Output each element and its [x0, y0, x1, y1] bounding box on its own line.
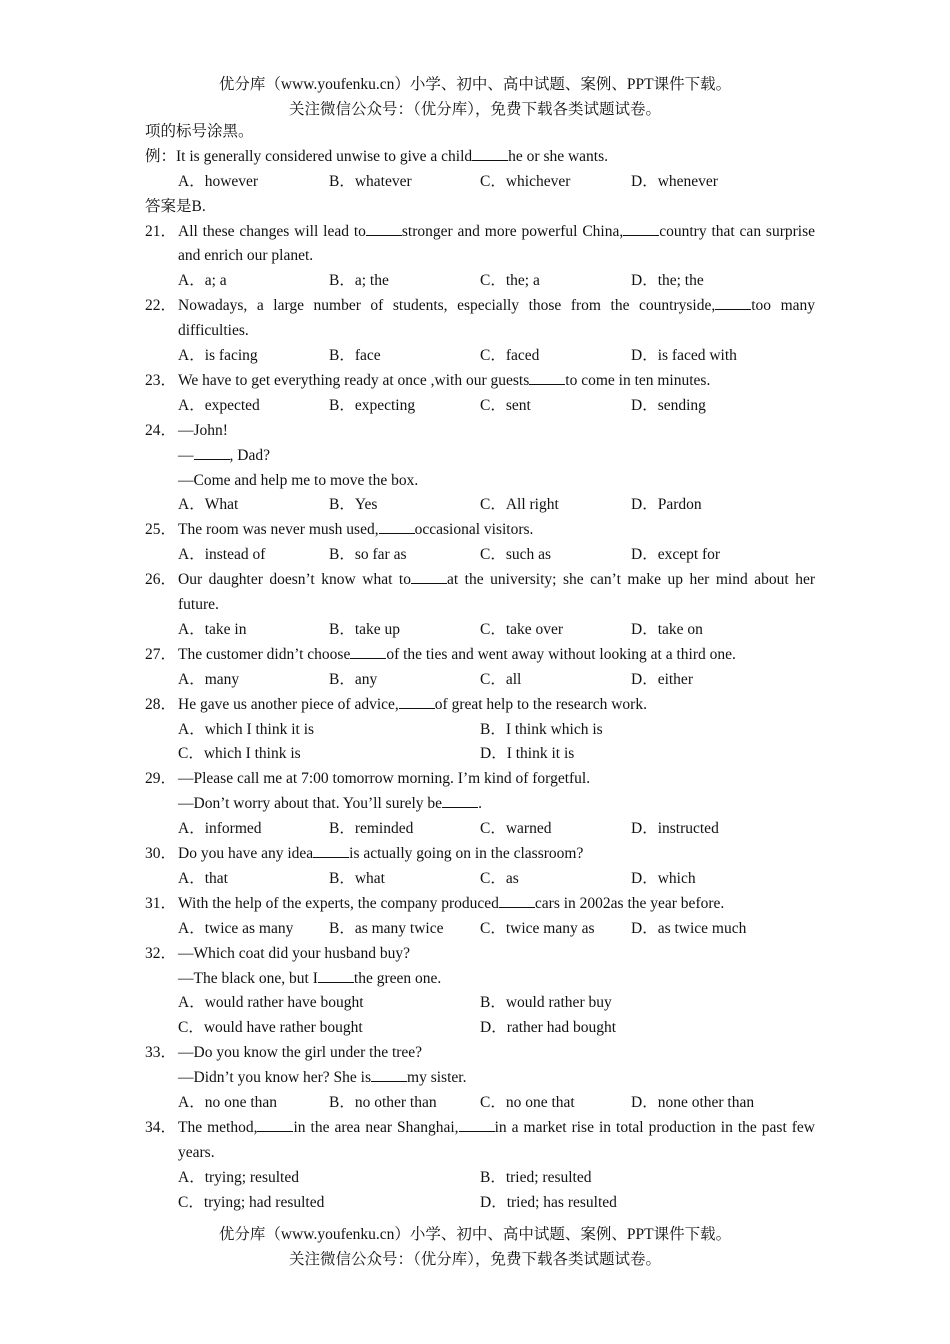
option: C．faced — [480, 347, 540, 365]
answer-blank — [715, 296, 751, 310]
question-stem — [145, 693, 815, 718]
question-item — [145, 518, 815, 568]
answer-blank — [459, 1118, 495, 1132]
question-number: 29． — [145, 770, 177, 788]
option: A．that — [178, 869, 228, 887]
question-text: All these changes will lead to stronger and more powerful China, country that can surprise and enrich our planet. — [178, 222, 816, 265]
question-item — [145, 643, 815, 693]
option: A．What — [178, 496, 239, 514]
answer-blank — [379, 520, 415, 534]
answer-blank — [313, 844, 349, 858]
option-row — [145, 394, 815, 419]
answer-blank — [411, 570, 447, 584]
question-number: 25． — [145, 521, 177, 539]
example-answer: 答案是B. — [145, 197, 206, 215]
question-stem — [145, 294, 815, 344]
question-number: 27． — [145, 645, 177, 663]
question-number: 24． — [145, 421, 177, 439]
option: B．as many twice — [329, 919, 444, 937]
question-text: The room was never mush used, occasional visitors. — [178, 521, 534, 539]
option: B．expecting — [329, 396, 416, 414]
option: D．instructed — [631, 820, 719, 838]
option-row — [145, 991, 815, 1016]
option: D．which — [631, 869, 696, 887]
option: C．which I think is — [178, 745, 301, 763]
intro-line: 项的标号涂黑。 — [145, 123, 254, 140]
option: B．so far as — [329, 546, 407, 564]
option: B．reminded — [329, 820, 414, 838]
option: B．Yes — [329, 496, 378, 514]
option: A．no one than — [178, 1093, 278, 1111]
question-item — [145, 842, 815, 892]
page-footer — [0, 1222, 950, 1272]
question-text: With the help of the experts, the company produced cars in 2002as the year before. — [178, 894, 725, 912]
question-text: —John! — [178, 421, 228, 439]
option: A．would rather have bought — [178, 994, 364, 1012]
option-row — [145, 867, 815, 892]
question-item — [145, 693, 815, 768]
question-item — [145, 568, 815, 643]
option: D．Pardon — [631, 496, 702, 514]
option: C．all — [480, 670, 522, 688]
question-stem — [145, 419, 815, 444]
option: D．the; the — [631, 272, 704, 290]
question-stem — [145, 369, 815, 394]
option-row — [145, 1191, 815, 1216]
option: D．rather had bought — [480, 1019, 617, 1037]
question-text: The customer didn’t choose of the ties and went away without looking at a third one. — [178, 645, 736, 663]
option: A．however — [178, 172, 259, 190]
option: A．twice as many — [178, 919, 294, 937]
question-number: 31． — [145, 894, 177, 912]
question-item — [145, 369, 815, 419]
option: C．trying; had resulted — [178, 1193, 325, 1211]
question-number: 22． — [145, 297, 177, 315]
option: A．instead of — [178, 546, 266, 564]
question-item — [145, 1116, 815, 1216]
option-row — [145, 344, 815, 369]
answer-blank — [623, 222, 659, 236]
dialogue-line: —Come and help me to move the box. — [178, 471, 419, 489]
option: B．take up — [329, 620, 401, 638]
header-line-2: 关注微信公众号：（优分库），免费下载各类试题试卷。 — [288, 101, 661, 118]
answer-blank — [529, 371, 565, 385]
question-list — [145, 220, 815, 1216]
option-row — [145, 742, 815, 767]
question-number: 33． — [145, 1044, 177, 1062]
option-row — [145, 493, 815, 518]
question-stem — [145, 643, 815, 668]
option: C．warned — [480, 820, 552, 838]
option: D．I think it is — [480, 745, 575, 763]
question-text: Do you have any idea is actually going on in the classroom? — [178, 845, 584, 863]
option: C．such as — [480, 546, 552, 564]
footer-line-2: 关注微信公众号：（优分库），免费下载各类试题试卷。 — [288, 1251, 661, 1268]
option-row — [145, 917, 815, 942]
option: B．would rather buy — [480, 994, 612, 1012]
page-header — [0, 72, 950, 122]
option: B．I think which is — [480, 720, 603, 738]
question-stem — [145, 518, 815, 543]
question-text: —Which coat did your husband buy? — [178, 944, 411, 962]
question-number: 21． — [145, 222, 177, 240]
option: B．face — [329, 347, 381, 365]
option: A．a; a — [178, 272, 227, 290]
option: A．many — [178, 670, 240, 688]
question-text: —Please call me at 7:00 tomorrow morning. I’m kind of forgetful. — [178, 770, 591, 788]
option: D．whenever — [631, 172, 718, 190]
option: B．what — [329, 869, 385, 887]
question-item — [145, 892, 815, 942]
question-text: —Do you know the girl under the tree? — [178, 1044, 423, 1062]
question-item — [145, 419, 815, 519]
question-stem — [145, 568, 815, 618]
question-number: 26． — [145, 571, 177, 589]
answer-blank — [194, 446, 230, 460]
question-item — [145, 294, 815, 369]
option: B．a; the — [329, 272, 389, 290]
question-number: 28． — [145, 695, 177, 713]
option: C．would have rather bought — [178, 1019, 363, 1037]
question-text: Nowadays, a large number of students, especially those from the countryside, too many difficulties. — [178, 297, 816, 340]
answer-blank — [257, 1118, 293, 1132]
question-stem — [145, 842, 815, 867]
question-number: 30． — [145, 845, 177, 863]
question-number: 32． — [145, 944, 177, 962]
option: C．take over — [480, 620, 564, 638]
question-item — [145, 767, 815, 842]
question-item — [145, 942, 815, 1042]
question-stem — [145, 767, 815, 792]
option-row — [145, 718, 815, 743]
footer-line-1: 优分库（www.youfenku.cn）小学、初中、高中试题、案例、PPT课件下载。 — [218, 1226, 732, 1243]
question-item — [145, 1041, 815, 1116]
dialogue-line: —Didn’t you know her? She is my sister. — [178, 1069, 467, 1087]
dialogue-line: —Don’t worry about that. You’ll surely be . — [178, 795, 482, 813]
dialogue-line: —The black one, but I the green one. — [178, 969, 442, 987]
question-text: We have to get everything ready at once ,with our guests to come in ten minutes. — [178, 371, 711, 389]
question-stem — [145, 942, 815, 967]
question-text: Our daughter doesn’t know what to at the university; she can’t make up her mind about her future. — [178, 571, 815, 614]
option-row — [145, 1166, 815, 1191]
option: D．except for — [631, 546, 721, 564]
header-line-1: 优分库（www.youfenku.cn）小学、初中、高中试题、案例、PPT课件下载。 — [218, 76, 732, 93]
answer-blank — [318, 969, 354, 983]
question-stem — [145, 1116, 815, 1166]
option: D．none other than — [631, 1093, 755, 1111]
option-row — [145, 618, 815, 643]
answer-blank — [499, 894, 535, 908]
answer-blank — [350, 645, 386, 659]
answer-blank — [371, 1068, 407, 1082]
question-text: He gave us another piece of advice, of great help to the research work. — [178, 695, 647, 713]
answer-blank — [442, 794, 478, 808]
option: C．whichever — [480, 172, 571, 190]
question-text: The method, in the area near Shanghai, in a market rise in total production in the past few years. — [178, 1118, 815, 1161]
dialogue-line: — , Dad? — [178, 446, 270, 464]
exam-body — [145, 120, 815, 1215]
option: A．which I think it is — [178, 720, 315, 738]
option: C．as — [480, 869, 519, 887]
option: C．the; a — [480, 272, 540, 290]
option: B．tried; resulted — [480, 1168, 592, 1186]
answer-blank — [399, 695, 435, 709]
option: D．take on — [631, 620, 703, 638]
example-stem: 例：It is generally considered unwise to give a child he or she wants. — [145, 147, 609, 165]
example-options — [145, 170, 815, 195]
question-stem — [145, 892, 815, 917]
option-row — [145, 269, 815, 294]
option: A．expected — [178, 396, 260, 414]
option-row — [145, 1091, 815, 1116]
option: A．is facing — [178, 347, 258, 365]
option: D．either — [631, 670, 693, 688]
option: C．All right — [480, 496, 559, 514]
option: B．any — [329, 670, 378, 688]
option: C．twice many as — [480, 919, 595, 937]
option: A．trying; resulted — [178, 1168, 299, 1186]
option: D．is faced with — [631, 347, 737, 365]
question-number: 34． — [145, 1118, 177, 1136]
answer-blank — [366, 222, 402, 236]
option: B．whatever — [329, 172, 412, 190]
option-row — [145, 668, 815, 693]
question-number: 23． — [145, 371, 177, 389]
question-item — [145, 220, 815, 295]
option: A．take in — [178, 620, 247, 638]
option: A．informed — [178, 820, 262, 838]
option: C．sent — [480, 396, 531, 414]
question-stem — [145, 1041, 815, 1066]
option: D．sending — [631, 396, 706, 414]
option: B．no other than — [329, 1093, 437, 1111]
option: C．no one that — [480, 1093, 575, 1111]
option-row — [145, 817, 815, 842]
answer-blank — [472, 147, 508, 161]
option: D．as twice much — [631, 919, 747, 937]
option-row — [145, 543, 815, 568]
question-stem — [145, 220, 815, 270]
option-row — [145, 1016, 815, 1041]
option: D．tried; has resulted — [480, 1193, 617, 1211]
